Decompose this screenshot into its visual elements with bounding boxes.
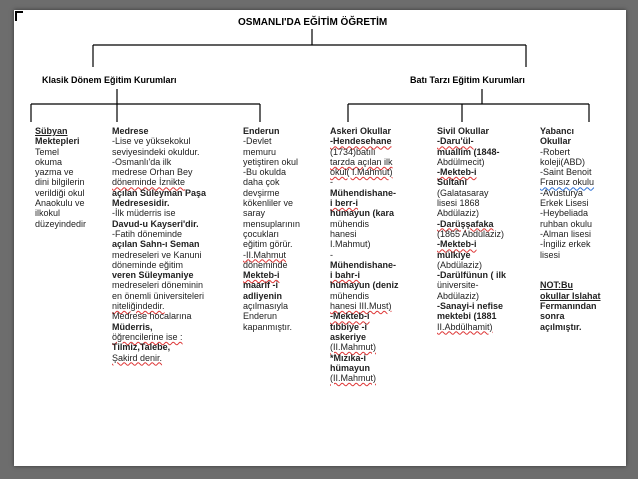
askeri-line: okul( I.Mahmut) xyxy=(330,167,393,178)
subyan-line: verildiği okul xyxy=(35,187,85,198)
yabanci-line: -Robert xyxy=(540,146,571,157)
enderun-line: kökenliler ve xyxy=(243,198,294,209)
yabanci-line: açılmıştır. xyxy=(540,321,582,332)
medrese-line: -İlk müderris ise xyxy=(112,208,176,219)
yabanci-line: Erkek Lisesi xyxy=(540,198,589,209)
askeri-line: hanesi xyxy=(330,228,357,239)
askeri-line: *Mızıka-i xyxy=(330,352,367,363)
sivil-line: -Darüşşafaka xyxy=(437,218,494,229)
medrese-line: Medrese hocalarına xyxy=(112,311,192,322)
medrese-line: açılan Süleyman Paşa xyxy=(112,187,207,198)
yabanci-line: koleji(ABD) xyxy=(540,156,586,167)
medrese-line: medreseleri ve Kanuni xyxy=(112,249,202,260)
enderun-line: -Devlet xyxy=(243,136,272,147)
yabanci-line: lisesi xyxy=(540,249,561,260)
subyan-line: dini bilgilerin xyxy=(35,177,85,188)
enderun-line: Enderun xyxy=(243,311,278,322)
column-askeri xyxy=(330,126,399,383)
yabanci-line xyxy=(540,270,601,280)
subyan-line: Anaokulu ve xyxy=(35,198,85,209)
enderun-line: adliyenin xyxy=(243,290,283,301)
enderun-line: -II.Mahmut xyxy=(243,249,287,260)
askeri-line: (II.Mahmut) xyxy=(330,342,377,353)
askeri-line: tarzda açılan ilk xyxy=(330,156,393,167)
yabanci-line xyxy=(540,260,601,270)
askeri-line: I.Mahmut) xyxy=(330,239,371,250)
root-title: OSMANLI'DA EĞİTİM ÖĞRETİM xyxy=(238,17,388,28)
sivil-line: Abdülmecit) xyxy=(437,156,485,167)
enderun-line: mensuplarının xyxy=(243,218,301,229)
askeri-line: i bahr-i xyxy=(330,270,361,281)
enderun-line: devşirme xyxy=(243,187,280,198)
medrese-line: -Osmanlı'da ilk xyxy=(112,156,172,167)
sivil-line: (Galatasaray xyxy=(437,187,489,198)
yabanci-line: Yabancı xyxy=(540,126,575,136)
askeri-line: -Hendesehane xyxy=(330,136,392,147)
sivil-line: (1865 Abdülaziz) xyxy=(437,228,505,239)
sivil-line: mektebi (1881 xyxy=(437,311,497,322)
medrese-line: Medresesidir. xyxy=(112,198,170,209)
yabanci-line: okullar Islahat xyxy=(540,290,601,301)
askeri-line: Mühendishane- xyxy=(330,187,397,198)
sivil-line: lisesi 1868 xyxy=(437,198,480,209)
sivil-line: Abdülaziz) xyxy=(437,290,480,301)
enderun-line: yetiştiren okul xyxy=(243,156,299,167)
yabanci-line: Okullar xyxy=(540,136,572,147)
subyan-line: Mektepleri xyxy=(35,136,80,147)
medrese-line: Şakird denir. xyxy=(112,352,163,363)
medrese-line: döneminde eğitim xyxy=(112,259,184,270)
classic-branch-label: Klasik Dönem Eğitim Kurumları xyxy=(42,75,177,85)
sivil-line: II.Abdülhamit) xyxy=(437,321,493,332)
medrese-line: veren Süleymaniye xyxy=(112,270,194,281)
enderun-line: -Bu okulda xyxy=(243,167,287,178)
askeri-line: - xyxy=(330,177,333,188)
askeri-line: - xyxy=(330,249,333,260)
column-subyan xyxy=(35,126,86,229)
yabanci-line: sonra xyxy=(540,311,565,322)
medrese-line: medrese Orhan Bey xyxy=(112,167,193,178)
yabanci-line: -Alman lisesi xyxy=(540,228,592,239)
enderun-line: çocukları xyxy=(243,228,280,239)
askeri-line: hümayun (kara xyxy=(330,208,395,219)
enderun-line: açılmasıyla xyxy=(243,301,289,312)
askeri-line: hanesi III.Must) xyxy=(330,301,392,312)
medrese-line: seviyesindeki okuldur. xyxy=(112,146,200,157)
askeri-line: Askeri Okullar xyxy=(330,126,392,136)
yabanci-line: NOT:Bu xyxy=(540,280,573,291)
askeri-line: -Mekteb-i xyxy=(330,311,370,322)
sivil-line: Sivil Okullar xyxy=(437,126,490,136)
sivil-line: -Mekteb-i xyxy=(437,239,477,250)
sivil-line: Abdülaziz) xyxy=(437,208,480,219)
medrese-line: döneminde İznikte xyxy=(112,177,186,188)
yabanci-line: ruhban okulu xyxy=(540,218,593,229)
subyan-line: Sübyan xyxy=(35,126,68,136)
sivil-line: üniversite- xyxy=(437,280,479,291)
sivil-line: -Darülfünun ( ilk xyxy=(437,270,506,281)
column-enderun xyxy=(243,126,300,332)
askeri-line: (II.Mahmut) xyxy=(330,373,377,384)
yabanci-line: -Avusturya xyxy=(540,187,583,198)
sivil-line: -Sanayi-i nefise xyxy=(437,301,504,312)
enderun-line: kapanmıştır. xyxy=(243,321,293,332)
yabanci-line: Fermanından xyxy=(540,301,597,312)
enderun-line: saray xyxy=(243,208,266,219)
askeri-line: tıbbiye -i xyxy=(330,321,368,332)
yabanci-line: -İngiliz erkek xyxy=(540,239,591,250)
enderun-line: maarif -i xyxy=(243,280,279,291)
medrese-line: açılan Sahn-ı Seman xyxy=(112,239,200,250)
enderun-line: daha çok xyxy=(243,177,280,188)
enderun-line: Mekteb-i xyxy=(243,270,280,281)
subyan-line: ilkokul xyxy=(35,208,61,219)
medrese-line: -Lise ve yüksekokul xyxy=(112,136,191,147)
yabanci-line: Fransız okulu xyxy=(540,177,595,188)
askeri-line: hümayun xyxy=(330,362,371,373)
medrese-line: Davud-u Kayseri'dir. xyxy=(112,218,199,229)
medrese-line: en önemli üniversiteleri xyxy=(112,290,205,301)
askeri-line: Mühendishane- xyxy=(330,259,397,270)
enderun-line: Enderun xyxy=(243,126,280,136)
medrese-line: Müderris, xyxy=(112,321,153,332)
askeri-line: mühendis xyxy=(330,218,370,229)
askeri-line: mühendis xyxy=(330,290,370,301)
enderun-line: döneminde xyxy=(243,259,288,270)
subyan-line: düzeyindedir xyxy=(35,218,87,229)
askeri-line: i berr-i xyxy=(330,198,359,209)
subyan-line: yazma ve xyxy=(35,167,74,178)
medrese-line: medreseleri döneminin xyxy=(112,280,204,291)
sivil-line: -Daru'ül- xyxy=(437,136,474,147)
sivil-line: (Abdülaziz) xyxy=(437,259,483,270)
medrese-line: öğrencilerine ise : xyxy=(112,331,183,342)
askeri-line: hümayun (deniz xyxy=(330,280,399,291)
sivil-line: muallim (1848- xyxy=(437,146,500,157)
sivil-line: -Mekteb-i xyxy=(437,167,477,178)
yabanci-line: -Saint Benoit xyxy=(540,167,592,178)
askeri-line: (1734)batılı xyxy=(330,146,376,157)
medrese-line: Tilmiz,Talebe, xyxy=(112,342,171,353)
subyan-line: okuma xyxy=(35,156,63,167)
yabanci-line: -Heybeliada xyxy=(540,208,589,219)
medrese-line: Medrese xyxy=(112,126,149,136)
enderun-line: memuru xyxy=(243,146,277,157)
sivil-line: Sultani xyxy=(437,177,468,188)
column-sivil xyxy=(437,126,506,332)
western-branch-label: Batı Tarzı Eğitim Kurumları xyxy=(410,75,525,85)
medrese-line: niteliğindedir. xyxy=(112,301,165,312)
subyan-line: Temel xyxy=(35,146,60,157)
enderun-line: eğitim görür. xyxy=(243,239,293,250)
medrese-line: -Fatih döneminde xyxy=(112,228,183,239)
sivil-line: mülkiye xyxy=(437,249,471,260)
column-medrese xyxy=(112,126,206,363)
column-yabanci xyxy=(540,126,601,332)
askeri-line: askeriye xyxy=(330,331,367,342)
